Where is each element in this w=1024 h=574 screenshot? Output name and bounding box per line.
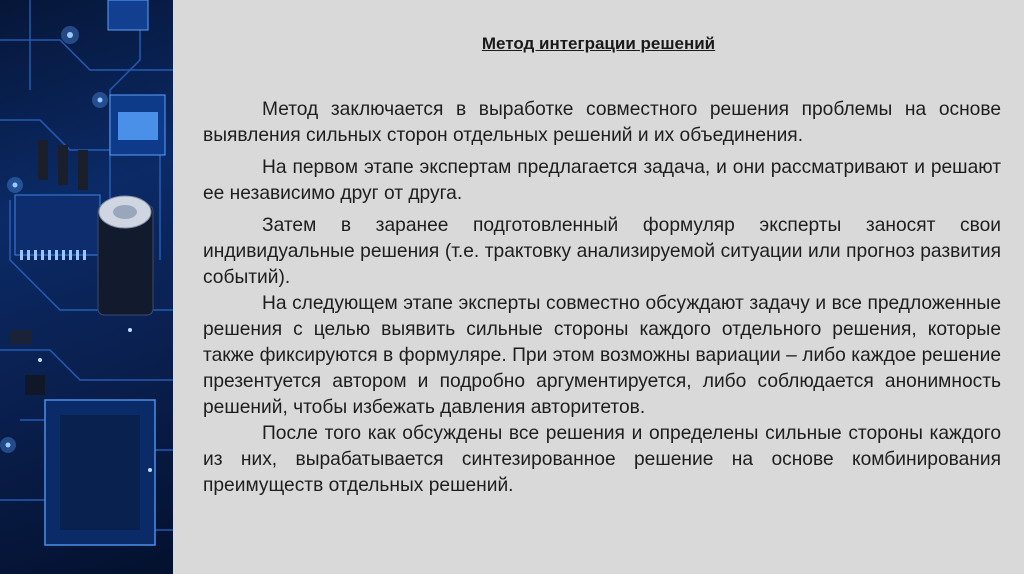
slide-content	[173, 0, 1024, 574]
paragraph-4: На следующем этапе эксперты совместно обсуждают задачу и все предложенные решения с целью выявить сильные стороны каждого отдельного решения, которые также фиксируются в формуляре. При этом возможны вариации – либо каждое решение презентуется автором и подробно аргументируется, либо соблюдается анонимность решений, чтобы избежать давления авторитетов.	[203, 293, 1001, 418]
paragraph-5: После того как обсуждены все решения и определены сильные стороны каждого из них, вырабатывается синтезированное решение на основе комбинирования преимуществ отдельных решений.	[203, 423, 1001, 496]
slide-title: Метод интеграции решений	[481, 34, 716, 53]
paragraph-1: Метод заключается в выработке совместного решения проблемы на основе выявления сильных сторон отдельных решений и их объединения.	[203, 99, 1001, 146]
circuit-board-illustration	[0, 0, 173, 574]
slide-body	[203, 97, 1001, 499]
paragraph-2: На первом этапе экспертам предлагается задача, и они рассматривают и решают ее независимо друг от друга.	[203, 157, 1001, 204]
paragraph-3: Затем в заранее подготовленный формуляр эксперты заносят свои индивидуальные решения (т.е. трактовку анализируемой ситуации или прогноз развития событий).	[203, 215, 1001, 288]
circuit-board-image	[0, 0, 173, 574]
